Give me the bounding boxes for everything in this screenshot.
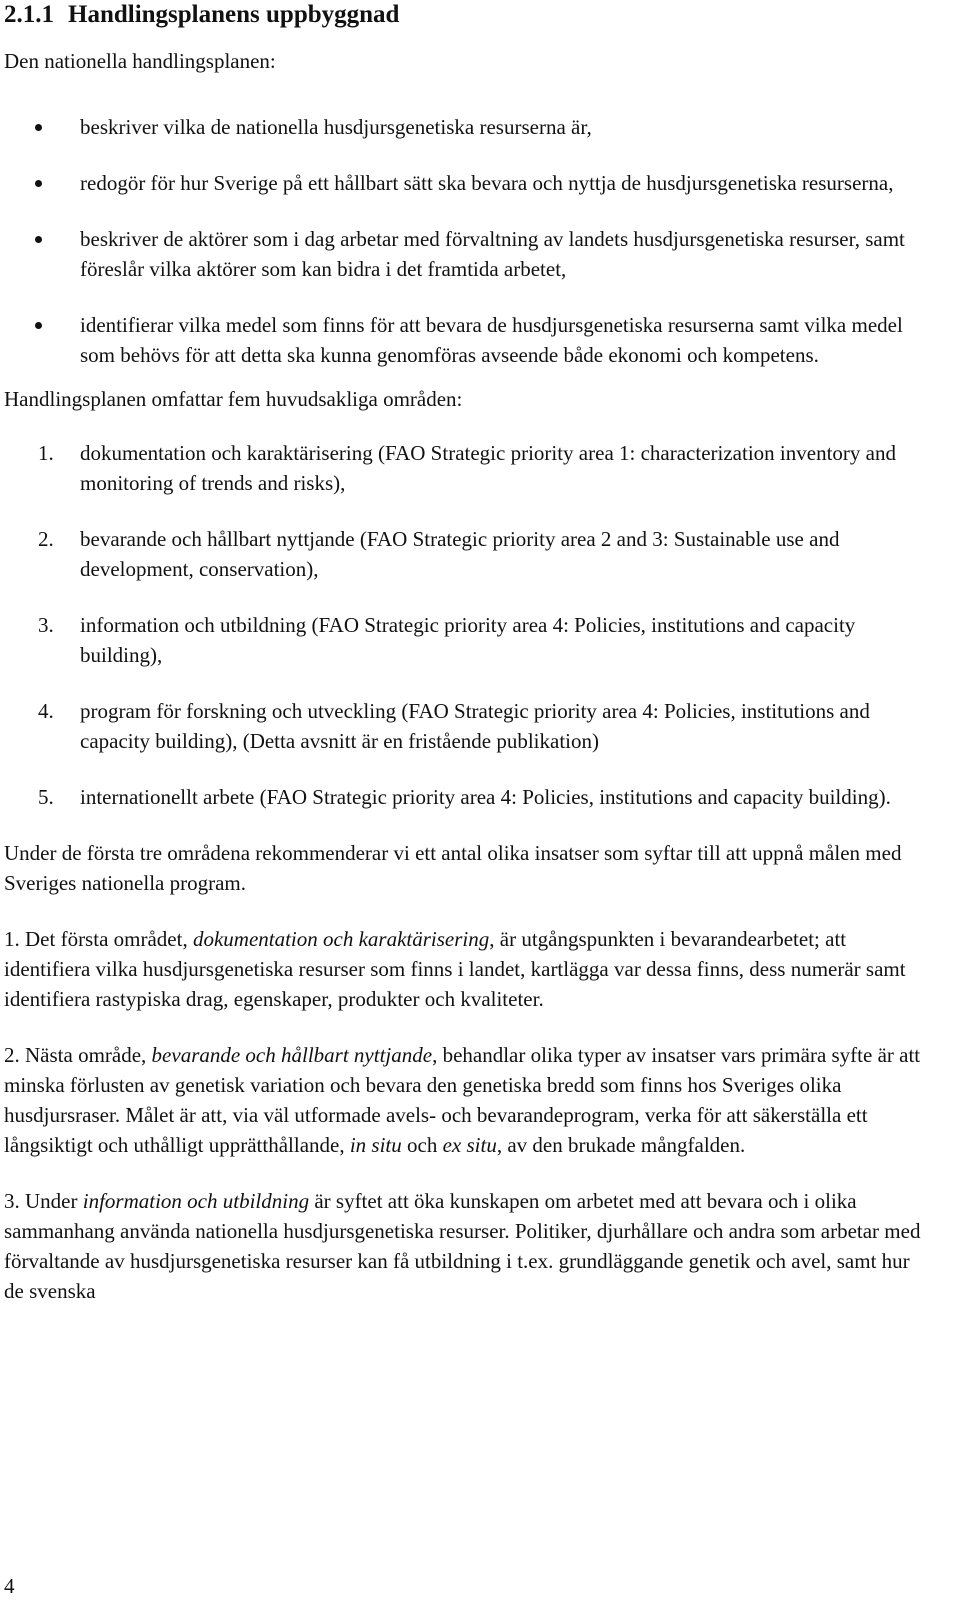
recommendation-paragraph: Under de första tre områdena rekommenderar vi ett antal olika insatser som syftar till att uppnå målen med Sveriges nationella program. — [4, 841, 902, 895]
text-run: , är utgångspunkten i bevarandearbetet; att identifiera vilka husdjursgenetiska resurser som finns i landet, kartlägga var dessa finns, dess numerär samt identifiera rastypiska drag, egenskaper, produkter och kvaliteter. — [4, 927, 906, 1011]
area-number: 1. — [38, 441, 54, 465]
area-number: 2. — [38, 527, 54, 551]
text-run: är syftet att öka kunskapen om arbetet med att bevara och i olika sammanhang använda nationella husdjursgenetiska resurser. Politiker, djurhållare och andra som arbetar med förvaltande av husdjursgenetiska resurser kan få utbildning i t.ex. grundläggande genetik och avel, samt hur de svenska — [4, 1189, 921, 1303]
document-page — [4, 0, 934, 1306]
bullet-list — [4, 112, 934, 370]
paragraph-area-3 — [4, 1186, 934, 1306]
area-item — [4, 438, 934, 498]
paragraph-area-1 — [4, 924, 934, 1014]
area-item — [4, 696, 934, 756]
bullet-item — [4, 168, 934, 198]
bullet-icon — [35, 322, 42, 329]
area-text: program för forskning och utveckling (FAO Strategic priority area 4: Policies, institutions and capacity building), (Detta avsnitt är en fristående publikation) — [80, 699, 870, 753]
bullet-icon — [35, 180, 42, 187]
section-heading — [4, 0, 934, 30]
bullet-text: beskriver vilka de nationella husdjursgenetiska resurserna är, — [80, 115, 592, 139]
bullet-icon — [35, 236, 42, 243]
area-text: internationellt arbete (FAO Strategic priority area 4: Policies, institutions and capacity building). — [80, 785, 891, 809]
bullet-text: beskriver de aktörer som i dag arbetar med förvaltning av landets husdjursgenetiska resurser, samt föreslår vilka aktörer som kan bidra i det framtida arbetet, — [80, 227, 905, 281]
area-number: 4. — [38, 699, 54, 723]
bullet-text: redogör för hur Sverige på ett hållbart sätt ska bevara och nyttja de husdjursgenetiska resurserna, — [80, 171, 894, 195]
bullet-icon — [35, 124, 42, 131]
intro-paragraph: Den nationella handlingsplanen: — [4, 49, 276, 73]
section-title: Handlingsplanens uppbyggnad — [68, 1, 400, 28]
bullet-item — [4, 112, 934, 142]
area-item — [4, 610, 934, 670]
text-run: 3. Under — [4, 1189, 83, 1213]
page-number: 4 — [4, 1574, 15, 1598]
areas-intro: Handlingsplanen omfattar fem huvudsakliga områden: — [4, 387, 463, 411]
area-number: 3. — [38, 613, 54, 637]
emphasis: information och utbildning — [82, 1189, 310, 1213]
text-run: , behandlar olika typer av insatser vars primära syfte är att minska förlusten av genetisk variation och bevara den genetiska bredd som finns hos Sveriges olika husdjursraser. Målet är att, via väl utformade avels- och bevarandeprogram, verka för att säkerställa ett långsiktigt och uthålligt upprätthållande, — [4, 1043, 921, 1157]
area-item — [4, 782, 934, 812]
area-text: dokumentation och karaktärisering (FAO Strategic priority area 1: characterization inventory and monitoring of trends and risks), — [80, 441, 896, 495]
text-run: 2. Nästa område, — [4, 1043, 152, 1067]
bullet-item — [4, 310, 934, 370]
area-item — [4, 524, 934, 584]
areas-list — [4, 438, 934, 812]
emphasis: ex situ — [442, 1133, 497, 1157]
bullet-item — [4, 224, 934, 284]
paragraph-area-2 — [4, 1040, 934, 1160]
emphasis: dokumentation och karaktärisering — [192, 927, 490, 951]
section-number: 2.1.1 — [4, 1, 54, 28]
text-run: , av den brukade mångfalden. — [496, 1133, 746, 1157]
text-run: och — [401, 1133, 443, 1157]
emphasis: in situ — [349, 1133, 402, 1157]
bullet-text: identifierar vilka medel som finns för att bevara de husdjursgenetiska resurserna samt vilka medel som behövs för att detta ska kunna genomföras avseende både ekonomi och kompetens. — [80, 313, 903, 367]
area-text: information och utbildning (FAO Strategic priority area 4: Policies, institutions and capacity building), — [80, 613, 856, 667]
area-number: 5. — [38, 785, 54, 809]
emphasis: bevarande och hållbart nyttjande — [151, 1043, 433, 1067]
area-text: bevarande och hållbart nyttjande (FAO Strategic priority area 2 and 3: Sustainable use and development, conservation), — [80, 527, 840, 581]
text-run: 1. Det första området, — [4, 927, 193, 951]
